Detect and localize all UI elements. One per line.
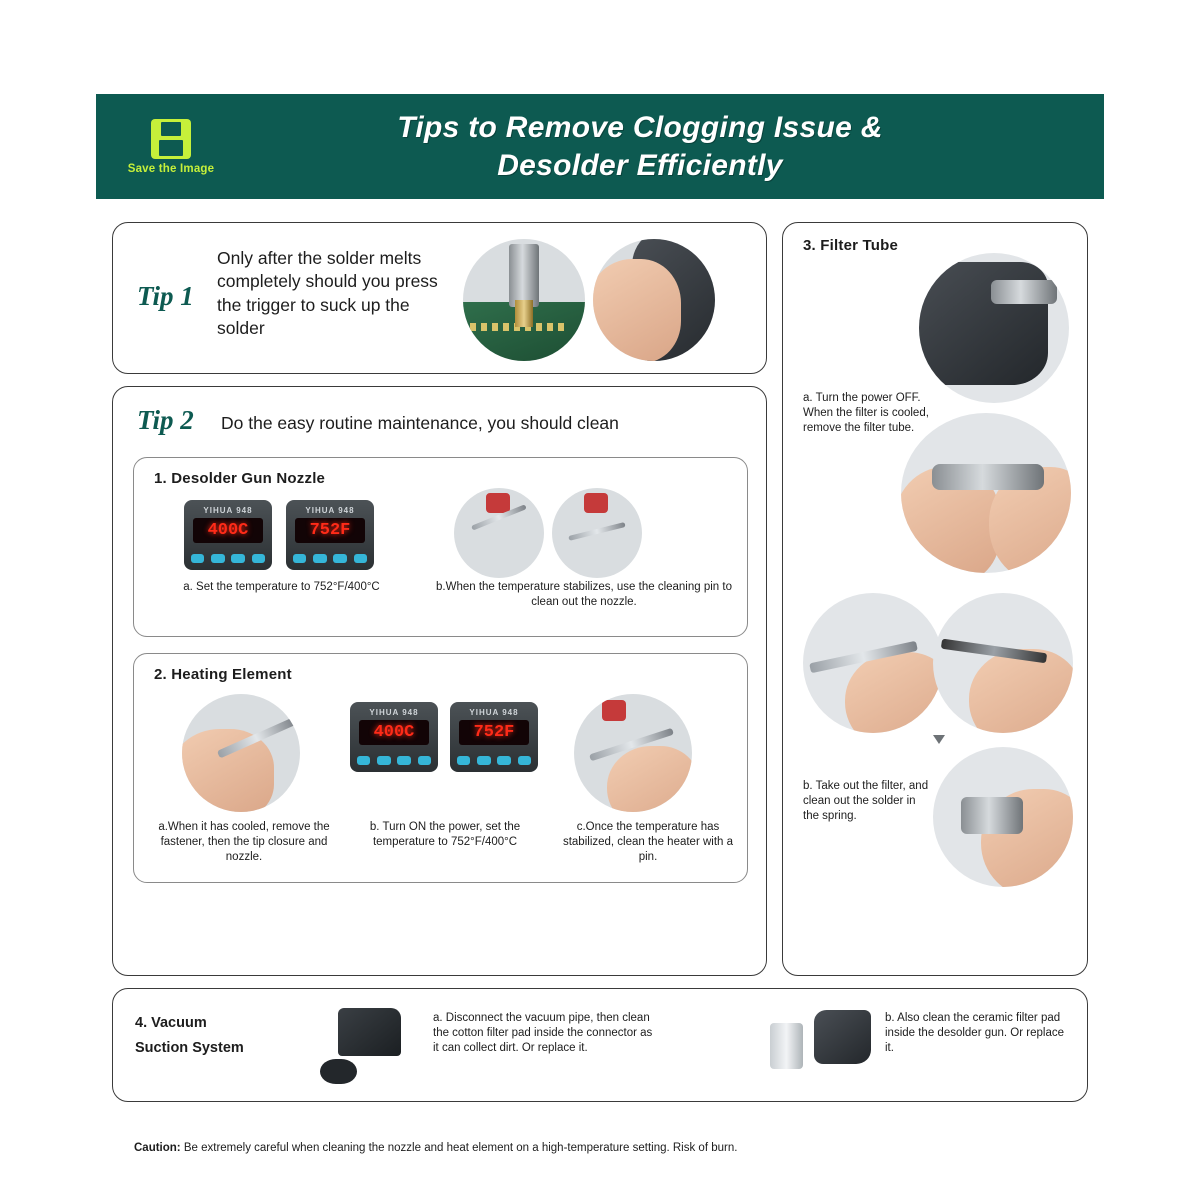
display-brand-label: YIHUA 948 bbox=[305, 505, 355, 515]
cotton-filter-pad-graphic bbox=[320, 1059, 357, 1084]
display-value-752f: 752F bbox=[295, 518, 365, 543]
desolder-gun-graphic bbox=[814, 1010, 871, 1064]
caption-2a: a.When it has cooled, remove the fastener, then the tip closure and nozzle. bbox=[158, 821, 330, 864]
section-vacuum-suction-system bbox=[112, 988, 1088, 1102]
section-heating-element bbox=[133, 653, 748, 883]
photo-take-out-filter-2 bbox=[933, 593, 1073, 733]
display-value-752f: 752F bbox=[459, 720, 529, 745]
hand-graphic bbox=[969, 649, 1073, 733]
page-title-line2: Desolder Efficiently bbox=[497, 148, 783, 182]
caption-4b: b. Also clean the ceramic filter pad inside the desolder gun. Or replace it. bbox=[885, 1012, 1064, 1055]
photo-cleaning-pin-2 bbox=[552, 488, 642, 578]
photo-remove-fastener bbox=[182, 694, 300, 812]
display-buttons bbox=[457, 754, 531, 767]
infographic-sheet bbox=[96, 94, 1104, 1154]
hand-graphic bbox=[182, 729, 274, 812]
temperature-display-400c bbox=[184, 500, 272, 570]
save-the-image-badge[interactable] bbox=[96, 94, 246, 199]
solder-spool-graphic bbox=[486, 493, 509, 513]
section-desolder-gun-nozzle bbox=[133, 457, 748, 637]
filter-tube-graphic bbox=[961, 797, 1023, 833]
solder-spool-graphic bbox=[584, 493, 607, 513]
section-1-title: 1. Desolder Gun Nozzle bbox=[154, 470, 326, 487]
section-filter-tube bbox=[782, 222, 1088, 976]
display-brand-label: YIHUA 948 bbox=[203, 505, 253, 515]
caption-3a: a. Turn the power OFF. When the filter is cooled, remove the filter tube. bbox=[803, 392, 929, 435]
filter-tube-graphic bbox=[991, 280, 1057, 304]
hand-graphic bbox=[607, 746, 692, 812]
ceramic-filter-graphic bbox=[770, 1023, 803, 1069]
caption-2c: c.Once the temperature has stabilized, clean the heater with a pin. bbox=[562, 821, 734, 864]
display-buttons bbox=[293, 552, 367, 565]
photo-clean-spring bbox=[933, 747, 1073, 887]
photo-ceramic-filter-pad bbox=[763, 1005, 873, 1087]
nozzle-graphic bbox=[509, 244, 538, 307]
photo-take-out-filter-1 bbox=[803, 593, 943, 733]
temperature-display-752f-2 bbox=[450, 702, 538, 772]
tip1-label: Tip 1 bbox=[137, 281, 194, 311]
tip1-photo-hand-trigger bbox=[593, 239, 715, 361]
caution-text: Be extremely careful when cleaning the nozzle and heat element on a high-temperature setting. Risk of burn. bbox=[180, 1142, 738, 1154]
tip2-label: Tip 2 bbox=[137, 405, 194, 435]
caption-2b: b. Turn ON the power, set the temperature to 752°F/400°C bbox=[369, 821, 521, 849]
display-buttons bbox=[357, 754, 431, 767]
photo-filter-tube-2 bbox=[901, 413, 1071, 573]
display-brand-label: YIHUA 948 bbox=[469, 707, 519, 717]
caption-4a: a. Disconnect the vacuum pipe, then clean the cotton filter pad inside the connector as it can collect dirt. Or replace it. bbox=[433, 1012, 653, 1055]
caption-1a: a. Set the temperature to 752°F/400°C bbox=[183, 581, 380, 593]
tip1-panel bbox=[112, 222, 767, 374]
section-3-title: 3. Filter Tube bbox=[803, 237, 899, 254]
header-bar bbox=[96, 94, 1104, 199]
hand-graphic bbox=[845, 652, 943, 733]
connector-graphic bbox=[338, 1008, 402, 1056]
tip2-panel bbox=[112, 386, 767, 976]
display-buttons bbox=[191, 552, 265, 565]
hand-graphic bbox=[593, 259, 681, 361]
caution-note bbox=[134, 1142, 1074, 1154]
display-value-400c: 400C bbox=[359, 720, 429, 745]
page-title-line1: Tips to Remove Clogging Issue & bbox=[397, 111, 883, 144]
photo-cleaning-pin-1 bbox=[454, 488, 544, 578]
caption-3b: b. Take out the filter, and clean out the solder in the spring. bbox=[803, 780, 929, 823]
display-brand-label: YIHUA 948 bbox=[369, 707, 419, 717]
caption-1b: b.When the temperature stabilizes, use the cleaning pin to clean out the nozzle. bbox=[436, 581, 732, 609]
down-arrow-icon bbox=[933, 735, 945, 744]
photo-vacuum-pipe-parts bbox=[309, 1005, 419, 1087]
photo-filter-tube-1 bbox=[919, 253, 1069, 403]
caution-label: Caution: bbox=[134, 1142, 181, 1154]
nozzle-tip-graphic bbox=[515, 300, 532, 327]
cleaning-pin-graphic bbox=[568, 523, 625, 542]
temperature-display-400c-2 bbox=[350, 702, 438, 772]
solder-spool-graphic bbox=[602, 700, 626, 721]
save-the-image-label: Save the Image bbox=[127, 162, 215, 175]
section-2-title: 2. Heating Element bbox=[154, 666, 292, 683]
tip1-photo-nozzle-on-pcb bbox=[463, 239, 585, 361]
filter-tube-graphic bbox=[932, 464, 1044, 490]
temperature-display-752f bbox=[286, 500, 374, 570]
display-value-400c: 400C bbox=[193, 518, 263, 543]
floppy-disk-icon bbox=[151, 119, 191, 159]
tip2-text: Do the easy routine maintenance, you should clean bbox=[221, 413, 619, 433]
tip1-text: Only after the solder melts completely should you press the trigger to suck up the solder bbox=[217, 248, 438, 338]
section-4-title: 4. Vacuum Suction System bbox=[135, 1015, 244, 1057]
page-title bbox=[246, 109, 1104, 184]
photo-clean-heater-with-pin bbox=[574, 694, 692, 812]
